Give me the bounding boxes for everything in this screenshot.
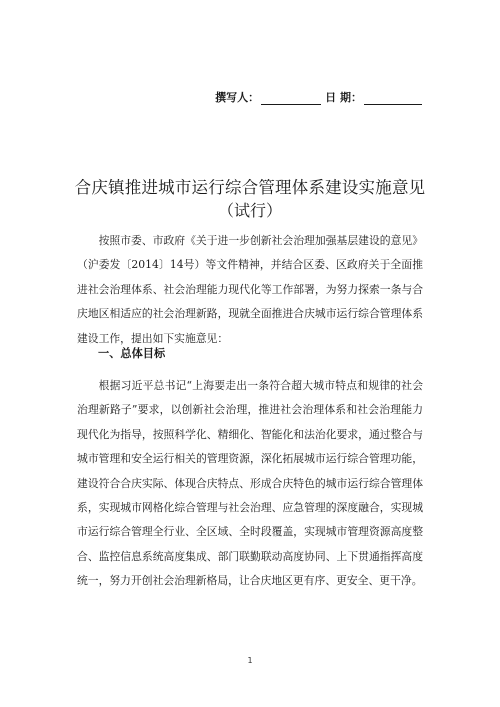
page-number: 1: [247, 656, 253, 665]
document-subtitle: （试行）: [217, 201, 282, 220]
document-title: 合庆镇推进城市运行综合管理体系建设实施意见: [74, 178, 426, 197]
section-paragraph: 根据习近平总书记“上海要走出一条符合超大城市特点和规律的社会治理新路子”要求，以创新社会治理，推进社会治理体系和社会治理能力现代化为指导，按照科学化、精细化、智能化和法治化要求，通过整合与城市管理和安全运行相关的管理资源，深化拓展城市运行综合管理功能，建设符合合庆实际、体现合庆特点、形成合庆特色的城市运行综合管理体系，实现城市网格化综合管理与社会治理、应急管理的深度融合，实现城市运行综合管理全行业、全区域、全时段覆盖，实现城市管理资源高度整合、监控信息系统高度集成、部门联勤联动高度协同、上下贯通指挥高度统一，努力开创社会治理新格局，让合庆地区更有序、更安全、更干净。: [77, 379, 423, 588]
document-meta-line: [215, 89, 426, 105]
author-blank-field: [261, 92, 321, 105]
date-blank-field: [364, 92, 422, 105]
section-heading: 一、总体目标: [98, 347, 166, 360]
intro-paragraph: 按照市委、市政府《关于进一步创新社会治理加强基层建设的意见》（沪委发〔2014〕14号）等文件精神，并结合区委、区政府关于全面推进社会治理体系、社会治理能力现代化等工作部署，为努力探索一条与合庆地区相适应的社会治理新路，现就全面推进合庆城市运行综合管理体系建设工作，提出如下实施意见：: [77, 234, 423, 345]
author-label: 撰写人：: [215, 91, 260, 104]
date-label: 日 期：: [325, 91, 362, 104]
